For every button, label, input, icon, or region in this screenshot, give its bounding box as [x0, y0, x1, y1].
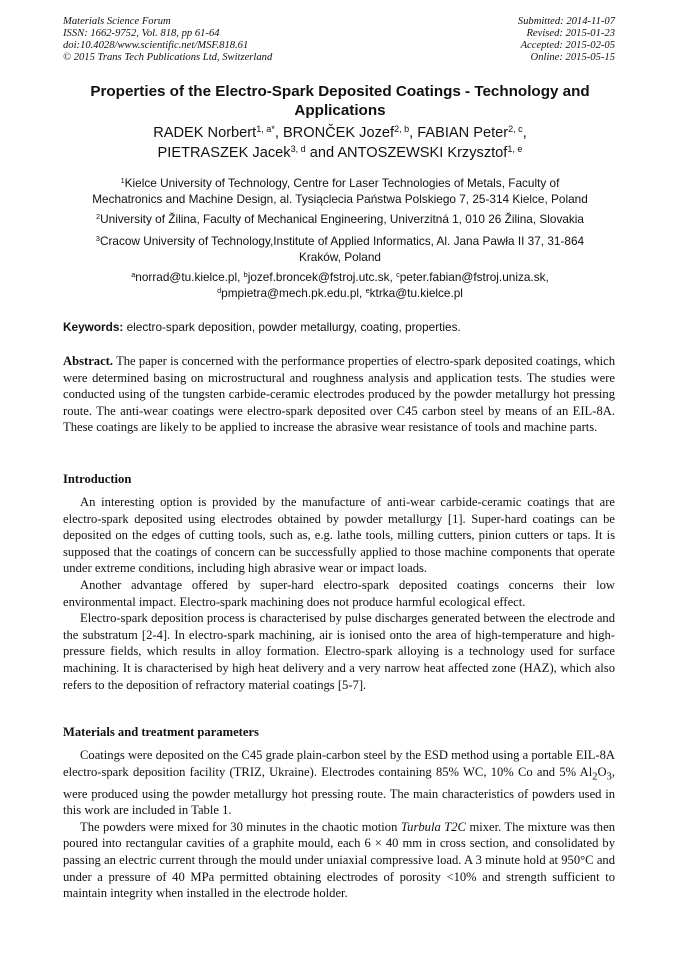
materials-body	[63, 747, 615, 902]
accepted-date: Accepted: 2015-02-05	[520, 40, 615, 51]
introduction-body	[63, 494, 615, 693]
text-run: , were produced using the powder metallurgy hot pressing route. The main characteristics of powders used in this work are included in Table 1.	[63, 764, 615, 818]
text-run: The powders were mixed for 30 minutes in the chaotic motion	[80, 819, 401, 834]
author-name: ANTOSZEWSKI Krzysztof	[337, 145, 508, 161]
paragraph	[63, 819, 615, 902]
affiliation-1	[60, 176, 620, 207]
author-name: PIETRASZEK Jacek	[157, 145, 291, 161]
paragraph: An interesting option is provided by the manufacture of anti-wear carbide-ceramic coatings that are electro-spark deposited using electrodes obtained by powder metallurgy [1]. Super-hard coatings can be deposited on the edges of cutting tools, such as, e.g. lathe tools, milling cutters, pinion cutters or taps. It is supposed that the coatings of concern can be successfully applied to those machine components that operate under extreme conditions, including high abrasive wear or impact loads.	[63, 495, 615, 576]
affiliation-number: 2	[96, 211, 101, 221]
revised-date: Revised: 2015-01-23	[526, 28, 615, 39]
author-conjunction: and	[309, 145, 335, 161]
email-mark: c	[396, 269, 400, 279]
author-list	[60, 123, 620, 163]
affiliation-number: 3	[95, 233, 100, 243]
paragraph	[63, 747, 615, 819]
author-name: FABIAN Peter	[417, 125, 509, 141]
abstract-text: The paper is concerned with the performance properties of electro-spark deposited coatings, which were determined basing on microstructural and roughness analysis and application tests. The studies were conducted using of the tungsten carbide-ceramic electrodes produced by the powder metallurgy hot pressing route. The anti-wear coatings were electro-spark deposited over C45 carbon steel by means of an EIL-8A. These coatings are likely to be applied to increase the abrasive wear resistance of tools and machine parts.	[63, 354, 616, 435]
title-line-1: Properties of the Electro-Spark Deposited Coatings - Technology and	[90, 83, 590, 100]
abstract-label: Abstract.	[63, 354, 114, 368]
copyright-line: © 2015 Trans Tech Publications Ltd, Switzerland	[63, 52, 273, 63]
introduction-heading: Introduction	[63, 472, 132, 486]
text-run: Coatings were deposited on the C45 grade plain-carbon steel by the ESD method using a portable EIL-8A electro-spark deposition facility (TRIZ, Ukraine). Electrodes containing 85% WC, 10% Co and 5% Al	[63, 748, 615, 779]
affiliation-number: 1	[120, 175, 125, 185]
paragraph: Electro-spark deposition process is characterised by pulse discharges generated between the electrode and the substratum [2-4]. In electro-spark machining, air is ionised onto the area of high-temperature and high-pressure fields, which results in alloy formation. Electro-spark alloying is a technology used for surface machining. It is characterised by high heat delivery and a very narrow heat affected zone (HAZ), which also refers to the deposition of refractory material coatings [5-7].	[63, 611, 615, 692]
author-affiliation-mark: 2, b	[394, 124, 410, 135]
author-affiliation-mark: 3, d	[290, 144, 306, 155]
paragraph: Another advantage offered by super-hard electro-spark deposited coatings concerns their low environmental impact. Electro-spark machining does not produce harmful ecological effect.	[63, 577, 615, 609]
corresponding-author-mark: *	[271, 124, 275, 135]
text-run: O	[597, 764, 607, 779]
email-address: norrad@tu.kielce.pl,	[135, 270, 241, 284]
author-name: BRONČEK Jozef	[282, 125, 395, 141]
online-date: Online: 2015-05-15	[530, 52, 615, 63]
text-run: mixer. The mixture was then poured into rectangular cavities of a graphite mould, each 6 × 40 mm in cross section, and consolidated by passing an electric current through the mould under uniaxial compressive load. A 3 minute hold at 950°C and under a pressure of 40 MPa permitted obtaining electrodes of porosity <10% and strength sufficient to maintain integrity when installed in the electrode holder.	[63, 819, 615, 901]
email-mark: d	[217, 285, 222, 295]
author-affiliation-mark: 1, a	[256, 124, 272, 135]
author-name: RADEK Norbert	[153, 125, 257, 141]
paper-title	[60, 82, 620, 120]
title-line-2: Applications	[294, 102, 386, 119]
email-address: jozef.broncek@fstroj.utc.sk,	[247, 270, 393, 284]
affiliation-line: Mechatronics and Machine Design, al. Tysiąclecia Państwa Polskiego 7, 25-314 Kielce, Poland	[92, 191, 588, 206]
journal-info	[63, 16, 272, 64]
abstract	[63, 353, 615, 436]
author-separator: ,	[522, 125, 527, 141]
publication-dates	[518, 16, 615, 64]
email-address: pmpietra@mech.pk.edu.pl,	[221, 285, 363, 300]
materials-heading: Materials and treatment parameters	[63, 725, 259, 739]
affiliation-line: Kraków, Poland	[299, 249, 381, 264]
email-mark: b	[243, 269, 248, 279]
affiliation-2	[60, 212, 620, 228]
affiliation-3	[60, 234, 620, 265]
mixer-name: Turbula T2C	[400, 819, 466, 834]
journal-name: Materials Science Forum	[63, 16, 171, 27]
subscript: 2	[592, 771, 598, 783]
author-separator: ,	[409, 125, 414, 141]
keywords	[63, 320, 623, 334]
email-address: ktrka@tu.kielce.pl	[369, 285, 463, 300]
affiliation-line: Kielce University of Technology, Centre for Laser Technologies of Metals, Faculty of	[124, 176, 560, 190]
doi-line: doi:10.4028/www.scientific.net/MSF.818.61	[63, 40, 249, 51]
submitted-date: Submitted: 2014-11-07	[517, 16, 615, 27]
author-emails	[60, 270, 620, 301]
email-address: peter.fabian@fstroj.uniza.sk,	[399, 270, 549, 284]
affiliation-line: Cracow University of Technology,Institute of Applied Informatics, Al. Jana Pawła II 37, 31-864	[99, 234, 585, 248]
keywords-label: Keywords:	[63, 320, 124, 334]
author-affiliation-mark: 2, c	[508, 124, 523, 135]
author-affiliation-mark: 1, e	[507, 144, 523, 155]
author-separator: ,	[274, 125, 279, 141]
affiliation-line: University of Žilina, Faculty of Mechanical Engineering, Univerzitná 1, 010 26 Žilina, Slovakia	[100, 212, 584, 226]
issn-line: ISSN: 1662-9752, Vol. 818, pp 61-64	[63, 28, 220, 39]
email-mark: e	[365, 285, 370, 295]
keywords-text: electro-spark deposition, powder metallurgy, coating, properties.	[126, 320, 461, 334]
subscript: 3	[606, 771, 612, 783]
email-mark: a	[131, 269, 136, 279]
